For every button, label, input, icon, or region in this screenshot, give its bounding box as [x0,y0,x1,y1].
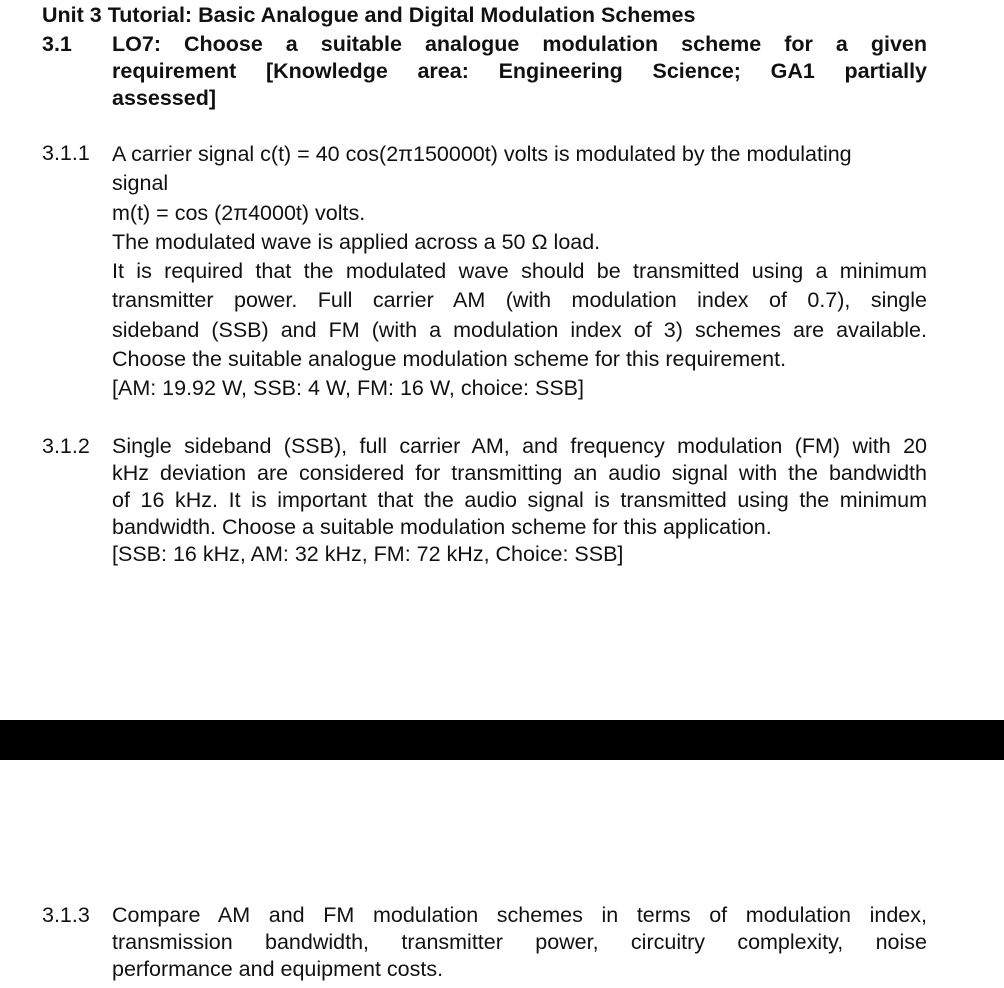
question-text-3-1-2 [112,433,927,568]
question-line: A carrier signal c(t) = 40 cos(2π150000t) volts is modulated by the modulating [112,142,852,166]
section-heading-line: LO7: Choose a suitable analogue modulation scheme for a given [112,32,927,56]
question-number: 3.1.1 [42,141,90,165]
question-line: of 16 kHz. It is important that the audio signal is transmitted using the minimum [112,488,927,512]
question-line: transmission bandwidth, transmitter power, circuitry complexity, noise [112,930,927,954]
question-line: Choose the suitable analogue modulation scheme for this requirement. [112,347,787,372]
section-heading [112,31,927,112]
answer-line: [SSB: 16 kHz, AM: 32 kHz, FM: 72 kHz, Choice: SSB] [112,542,624,566]
question-text-3-1-1 [112,140,927,404]
section-number: 3.1 [42,32,72,56]
question-number: 3.1.3 [42,903,90,927]
question-line: Single sideband (SSB), full carrier AM, and frequency modulation (FM) with 20 [112,434,927,458]
question-line: Compare AM and FM modulation schemes in terms of modulation index, [112,903,927,927]
unit-title: Unit 3 Tutorial: Basic Analogue and Digital Modulation Schemes [42,3,696,27]
question-line: m(t) = cos (2π4000t) volts. [112,200,366,225]
section-heading-line: requirement [Knowledge area: Engineering Science; GA1 partially [112,59,927,83]
redaction-band [0,720,1004,760]
question-line: signal [112,171,169,196]
question-line: transmitter power. Full carrier AM (with modulation index of 0.7), single [112,288,927,313]
section-heading-line: assessed] [112,86,216,110]
question-line: performance and equipment costs. [112,957,444,981]
answer-line: [AM: 19.92 W, SSB: 4 W, FM: 16 W, choice: SSB] [112,376,584,401]
question-line: The modulated wave is applied across a 50 Ω load. [112,229,601,254]
question-line: It is required that the modulated wave should be transmitted using a minimum [112,259,927,284]
question-number: 3.1.2 [42,434,90,458]
question-line: bandwidth. Choose a suitable modulation scheme for this application. [112,515,772,539]
question-line: kHz deviation are considered for transmitting an audio signal with the bandwidth [112,461,927,485]
question-line: sideband (SSB) and FM (with a modulation index of 3) schemes are available. [112,317,927,342]
question-text-3-1-3 [112,902,927,983]
